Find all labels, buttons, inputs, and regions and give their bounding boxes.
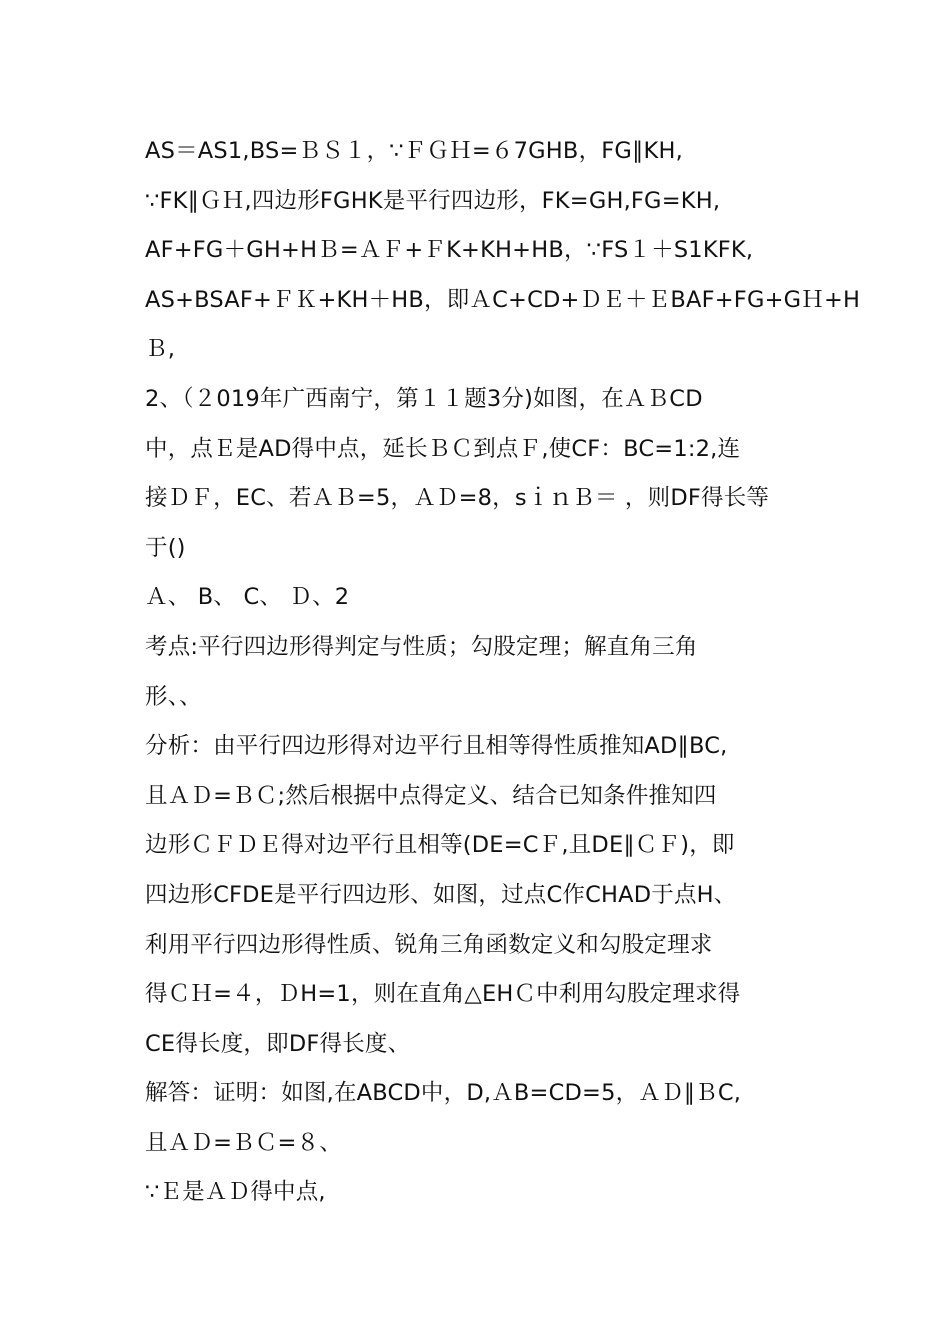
analysis-line-2: 且ＡＤ=ＢＣ;然后根据中点得定义、结合已知条件推知四 — [145, 782, 717, 809]
text-line-5: Ｂ, — [145, 336, 176, 363]
key-points-line-2: 形、、 — [145, 683, 202, 710]
text-line-4: AS+BSAF+ＦＫ+KH＋HB，即ＡC+CD+ＤＥ＋ＥBAF+FG+GＨ+H — [145, 286, 861, 313]
question-text-line-3: 接ＤＦ，EC、若ＡＢ=5，ＡＤ=8，sｉｎＢ＝ ，则DF得长等 — [145, 485, 770, 512]
analysis-line-7: CE得长度，即DF得长度、 — [145, 1030, 411, 1057]
question-text-line-4: 于() — [145, 534, 186, 561]
solution-line-1: 解答：证明：如图,在ABCD中，D,ＡB=CD=5，ＡＤ∥ＢC, — [145, 1080, 742, 1107]
key-points-line-1: 考点:平行四边形得判定与性质；勾股定理；解直角三角 — [145, 633, 698, 660]
analysis-line-6: 得ＣＨ=４，ＤH=1，则在直角△EHＣ中利用勾股定理求得 — [145, 981, 741, 1008]
question-header: 2、（２019年广西南宁，第１１题3分)如图，在ＡＢCD — [145, 385, 703, 412]
analysis-line-3: 边形ＣＦＤＥ得对边平行且相等(DE=CＦ,且DE∥ＣＦ)，即 — [145, 832, 735, 859]
text-line-2: ∵FK∥ＧＨ,四边形FGHK是平行四边形，FK=GH,FG=KH, — [145, 187, 721, 214]
analysis-line-5: 利用平行四边形得性质、锐角三角函数定义和勾股定理求 — [145, 931, 713, 958]
analysis-line-1: 分析：由平行四边形得对边平行且相等得性质推知AD∥BC, — [145, 733, 728, 760]
solution-line-2: 且ＡＤ=ＢＣ=８、 — [145, 1129, 343, 1156]
question-text-line-2: 中，点Ｅ是AD得中点，延长ＢＣ到点Ｆ,使CF：BC=1:2,连 — [145, 435, 741, 462]
document-body — [145, 127, 861, 1218]
analysis-line-4: 四边形CFDE是平行四边形、如图，过点C作CHAD于点H、 — [145, 881, 737, 908]
solution-line-3: ∵Ｅ是ＡＤ得中点, — [145, 1179, 326, 1206]
text-line-3: AF+FG＋GH+HＢ=ＡＦ+ＦK+KH+HB，∵FS１＋S1KFK, — [145, 237, 754, 264]
answer-options: Ａ、 B、 C、 Ｄ、2 — [145, 584, 350, 611]
text-line-1: AS＝AS1,BS=ＢＳ１，∵ＦＧＨ=６7GHB，FG∥KH, — [145, 138, 683, 164]
